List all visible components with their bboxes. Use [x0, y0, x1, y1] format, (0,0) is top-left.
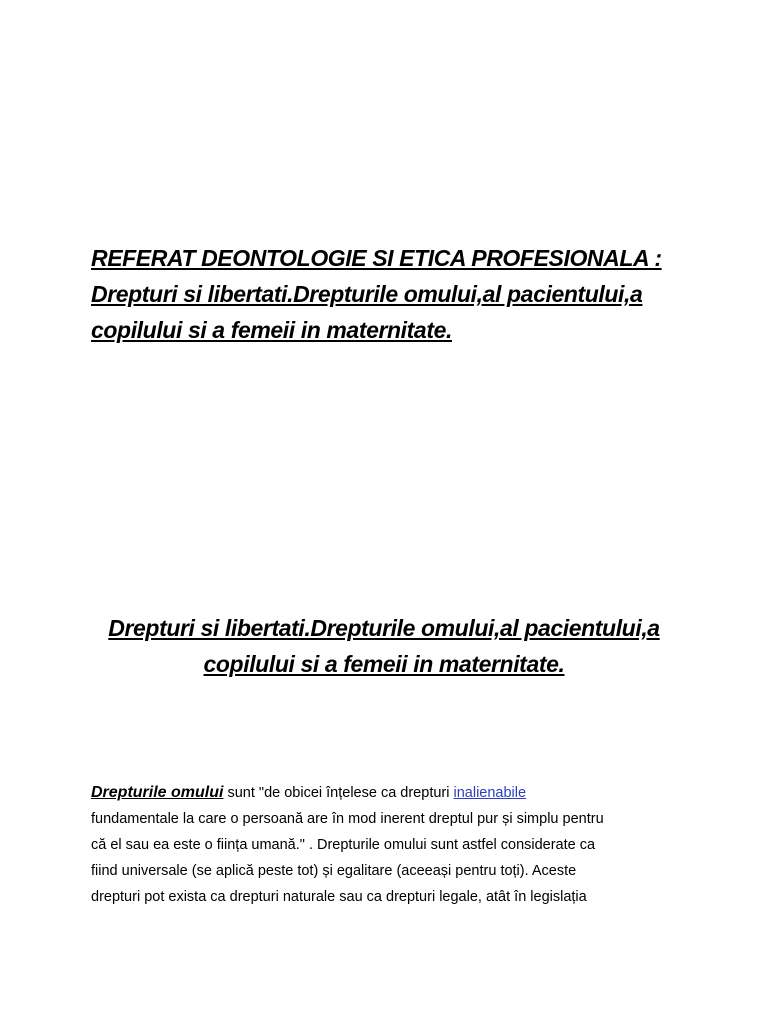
paragraph-line-1 [91, 780, 691, 806]
paragraph-line-2: fundamentale la care o persoană are în mod inerent dreptul pur și simplu pentru [91, 811, 604, 827]
title-line-3: copilului si a femeii in maternitate. [91, 317, 452, 343]
body-paragraph [91, 780, 691, 910]
paragraph-line-4: fiind universale (se aplică peste tot) și egalitare (aceeași pentru toți). Aceste [91, 863, 577, 879]
term-drepturile-omului: Drepturile omului [91, 784, 224, 801]
title-line-2: Drepturi si libertati.Drepturile omului,al pacientului,a [91, 281, 643, 307]
title-line-1: REFERAT DEONTOLOGIE SI ETICA PROFESIONALA : [91, 245, 662, 271]
heading-line-1: Drepturi si libertati.Drepturile omului,al pacientului,a [108, 615, 660, 641]
heading-line-2: copilului si a femeii in maternitate. [203, 651, 565, 677]
paragraph-line-1-text: sunt "de obicei înțelese ca drepturi [223, 785, 454, 801]
document-title [91, 240, 691, 348]
section-heading [60, 610, 708, 682]
inalienabile-link[interactable]: inalienabile [453, 785, 527, 801]
paragraph-line-5: drepturi pot exista ca drepturi naturale sau ca drepturi legale, atât în legislația [91, 889, 587, 905]
paragraph-line-3: că el sau ea este o ființa umană." . Drepturile omului sunt astfel considerate ca [91, 837, 596, 853]
